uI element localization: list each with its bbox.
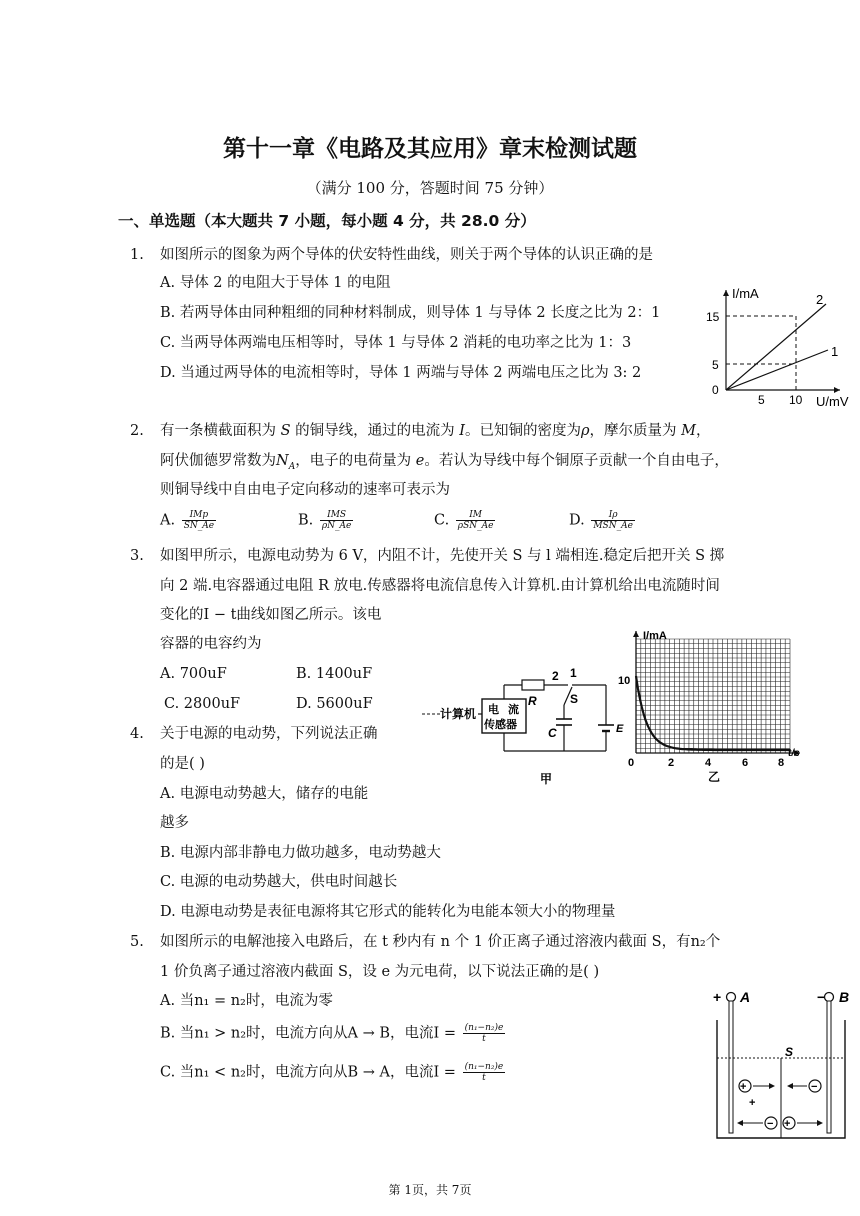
svg-text:−: − <box>811 1081 818 1093</box>
q1-graph-tick-x5: 5 <box>758 393 765 407</box>
q3-graph-tick-x2: 2 <box>668 757 675 769</box>
q3-option-b[interactable]: B. 1400uF <box>296 666 373 682</box>
svg-text:E: E <box>616 723 624 735</box>
q1-graph-line1-label: 1 <box>831 344 839 359</box>
svg-text:1: 1 <box>570 666 577 680</box>
q5-electrolytic-cell <box>705 980 855 1142</box>
q3-it-graph <box>618 625 808 785</box>
svg-text:−: − <box>817 989 826 1005</box>
q1-graph-ylabel: I/mA <box>732 286 759 301</box>
q1-iv-graph <box>700 278 849 413</box>
svg-text:+: + <box>749 1097 756 1109</box>
q4-option-c[interactable]: C. 电源的电动势越大，供电时间越长 <box>160 874 398 890</box>
q2-option-c[interactable]: C. $\frac{IM}{\text{ρSN\_Ae}}$ <box>434 510 494 531</box>
q3-graph-grid <box>636 639 790 753</box>
q2-option-b[interactable]: B. $\frac{\text{IMS}}{\rho N\_Ae}$ <box>298 510 352 531</box>
q1-option-a[interactable]: A. 导体 2 的电阻大于导体 1 的电阻 <box>160 275 391 291</box>
q1-option-b[interactable]: B. 若两导体由同种粗细的同种材料制成，则导体 1 与导体 2 长度之比为 2：1 <box>160 305 661 321</box>
q3-graph-caption: 乙 <box>708 770 721 784</box>
q3-graph-tick-x6: 6 <box>742 757 749 769</box>
q2-option-d[interactable]: D. $\frac{I\rho}{\text{MSN\_Ae}}$ <box>569 510 633 531</box>
q2-option-a[interactable]: A. $\frac{\text{IMp}}{SN\_Ae}$ <box>160 510 215 531</box>
q3-option-d[interactable]: D. 5600uF <box>296 696 373 712</box>
q5-number: 5. <box>130 934 144 950</box>
q5-section-label: S <box>785 1045 794 1059</box>
q3-circuit-diagram <box>418 665 633 790</box>
q3-line2: 向 2 端.电容器通过电阻 R 放电.传感器将电流信息传入计算机.由计算机给出电流随时间 <box>160 578 720 594</box>
svg-text:S: S <box>570 692 579 706</box>
exam-subtitle: （满分 100 分，答题时间 75 分钟） <box>306 179 554 197</box>
q3-graph-xlabel: t/s <box>788 748 800 759</box>
q1-option-c[interactable]: C. 当两导体两端电压相等时，导体 1 与导体 2 消耗的电功率之比为 1：3 <box>160 335 632 351</box>
q1-graph-tick-x10: 10 <box>789 393 803 407</box>
q3-graph-tick-y10: 10 <box>618 675 631 687</box>
q3-line1: 如图甲所示，电源电动势为 6 V，内阻不计，先使开关 S 与 l 端相连.稳定后把开关 S 掷 <box>160 548 725 564</box>
q3-graph-ylabel: I/mA <box>643 630 667 642</box>
q2-line3: 则铜导线中自由电子定向移动的速率可表示为 <box>160 482 450 498</box>
q1-graph-tick-y5: 5 <box>712 358 719 372</box>
q3-line3: 变化的I − t曲线如图乙所示。该电 <box>160 607 382 623</box>
q4-option-a[interactable]: A. 电源电动势越大，储存的电能 <box>160 786 369 802</box>
q1-stem: 如图所示的图象为两个导体的伏安特性曲线，则关于两个导体的认识正确的是 <box>160 247 653 263</box>
q4-line1: 关于电源的电动势，下列说法正确 <box>160 726 378 742</box>
q3-circuit-caption: 甲 <box>540 772 553 786</box>
svg-text:2: 2 <box>552 669 559 683</box>
q4-number: 4. <box>130 726 144 742</box>
q3-option-a[interactable]: A. 700uF <box>160 666 227 682</box>
q5-electrode-b-label: B <box>839 989 850 1005</box>
q1-graph-line2-label: 2 <box>816 292 824 307</box>
q5-electrode-a <box>729 1001 733 1133</box>
q3-resistor <box>522 680 544 690</box>
page-title: 第十一章《电路及其应用》章末检测试题 <box>223 136 637 162</box>
q1-number: 1. <box>130 247 144 263</box>
section-heading: 一、单选题（本大题共 7 小题，每小题 4 分，共 28.0 分） <box>118 212 536 230</box>
page-footer: 第 1页，共 7页 <box>388 1183 472 1197</box>
q3-computer-label: 计算机 <box>440 707 477 721</box>
svg-text:传感器: 传感器 <box>484 719 517 731</box>
q5-line1: 如图所示的电解池接入电路后，在 t 秒内有 n 个 1 价正离子通过溶液内截面 S，有n₂个 <box>160 934 721 950</box>
q3-graph-origin: 0 <box>628 757 635 769</box>
q1-option-d[interactable]: D. 当通过两导体的电流相等时，导体 1 两端与导体 2 两端电压之比为 3: 2 <box>160 365 642 381</box>
q3-line4: 容器的电容约为 <box>160 636 262 652</box>
q1-graph-origin: 0 <box>712 383 719 397</box>
q4-option-d[interactable]: D. 电源电动势是表征电源将其它形式的能转化为电能本领大小的物理量 <box>160 904 616 920</box>
q5-line2: 1 价负离子通过溶液内截面 S，设 e 为元电荷，以下说法正确的是( ) <box>160 964 600 980</box>
q5-option-b[interactable]: B. 当n₁ > n₂时，电流方向从A → B，电流I = $\frac{\text{(n₁−n₂)e}}{t}$ <box>160 1023 504 1044</box>
q4-option-a-cont: 越多 <box>160 815 189 831</box>
q5-option-c[interactable]: C. 当n₁ < n₂时，电流方向从B → A，电流I = $\frac{\text{(n₁−n₂)e}}{t}$ <box>160 1062 504 1083</box>
svg-text:+: + <box>713 989 722 1005</box>
svg-text:+: + <box>784 1118 791 1130</box>
q3-option-c[interactable]: C. 2800uF <box>164 696 241 712</box>
q3-graph-tick-x8: 8 <box>778 757 785 769</box>
q5-option-a[interactable]: A. 当n₁ = n₂时，电流为零 <box>160 993 333 1009</box>
q4-line2: 的是( ) <box>160 756 205 772</box>
svg-text:−: − <box>767 1118 774 1130</box>
q5-electrode-b <box>827 1001 831 1133</box>
q1-graph-xlabel: U/mV <box>816 394 849 409</box>
q2-line2: 阿伏伽德罗常数为$N_A$，电子的电荷量为 e。若认为导线中每个铜原子贡献一个自由电子， <box>160 453 729 472</box>
q3-number: 3. <box>130 548 144 564</box>
svg-text:流: 流 <box>508 704 519 716</box>
q3-graph-tick-x4: 4 <box>705 757 712 769</box>
q4-option-b[interactable]: B. 电源内部非静电力做功越多，电动势越大 <box>160 845 441 861</box>
q2-line1: 有一条横截面积为 S 的铜导线，通过的电流为 I。已知铜的密度为ρ，摩尔质量为 M， <box>160 423 711 439</box>
svg-text:C: C <box>548 726 557 740</box>
svg-text:R: R <box>528 694 537 708</box>
svg-text:电: 电 <box>488 704 499 716</box>
q2-number: 2. <box>130 423 144 439</box>
q5-electrode-a-label: A <box>740 989 751 1005</box>
svg-text:+: + <box>740 1081 747 1093</box>
q1-graph-tick-y15: 15 <box>706 310 720 324</box>
